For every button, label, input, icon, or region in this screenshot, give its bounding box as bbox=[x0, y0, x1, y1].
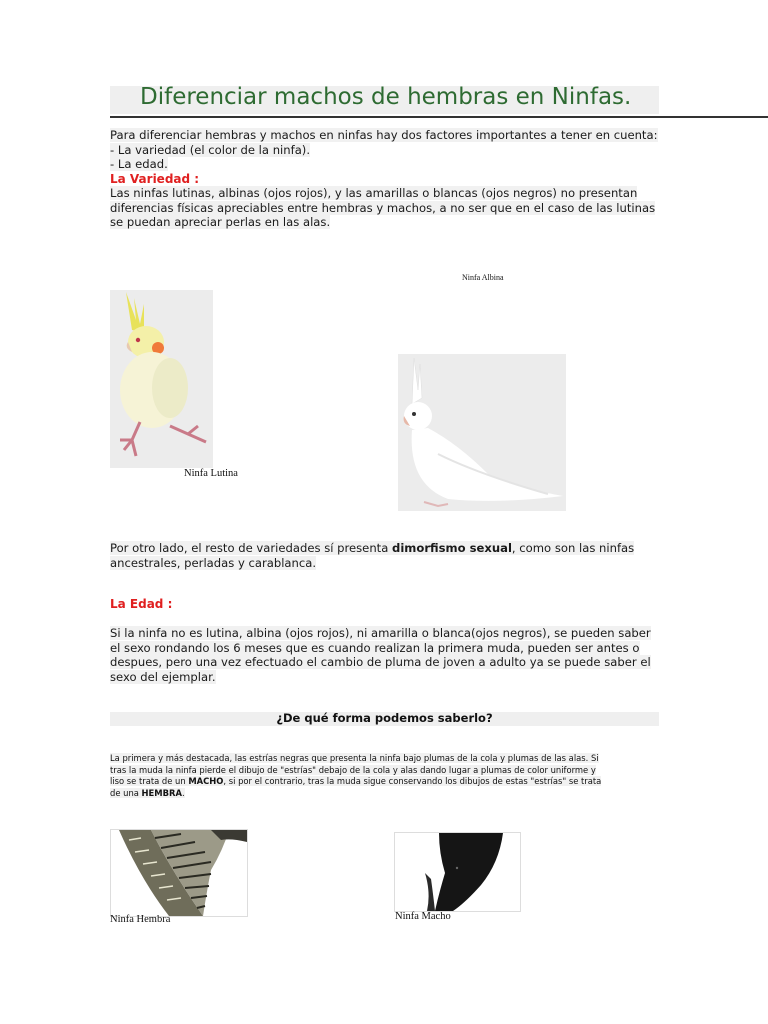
page-title: Diferenciar machos de hembras en Ninfas. bbox=[140, 84, 632, 110]
variedad-line-1: Las ninfas lutinas, albinas (ojos rojos), y las amarillas o blancas (ojos negros) no presentan bbox=[110, 186, 638, 200]
explanation-paragraph bbox=[110, 753, 662, 799]
edad-line-2: el sexo rondando los 6 meses que es cuando realizan la primera muda, pueden ser antes o bbox=[110, 640, 640, 655]
variedad-line-2: diferencias físicas apreciables entre hembras y machos, a no ser que en el caso de las lutinas bbox=[110, 200, 656, 215]
explanation-line-3c: , si por el contrario, tras la muda sigue conservando los dibujos de estas "estrías" se trata bbox=[223, 776, 602, 787]
albina-image bbox=[398, 354, 566, 511]
edad-heading: La Edad : bbox=[110, 597, 173, 611]
question-heading: ¿De qué forma podemos saberlo? bbox=[276, 711, 493, 725]
lutina-caption: Ninfa Lutina bbox=[184, 468, 238, 479]
variedad-heading: La Variedad : bbox=[110, 172, 200, 186]
macho-tail-image bbox=[394, 832, 521, 912]
edad-line-4: sexo del ejemplar. bbox=[110, 669, 216, 684]
intro-line-1: Para diferenciar hembras y machos en ninfas hay dos factores importantes a tener en cuenta: bbox=[110, 128, 658, 142]
macho-caption: Ninfa Macho bbox=[395, 911, 451, 922]
explanation-line-1: La primera y más destacada, las estrías negras que presenta la ninfa bajo plumas de la cola y plumas de las alas. Si bbox=[110, 753, 599, 763]
dimorfismo-bold: dimorfismo sexual bbox=[392, 541, 512, 555]
explanation-line-4c: . bbox=[181, 787, 185, 798]
hembra-striped-feathers-illustration bbox=[111, 830, 247, 916]
hembra-tail-image bbox=[110, 829, 248, 917]
title-underline bbox=[110, 116, 768, 118]
dimorfismo-text-before: Por otro lado, el resto de variedades sí presenta bbox=[110, 541, 393, 555]
hembra-bold: HEMBRA bbox=[141, 787, 182, 798]
explanation-line-4a: de una bbox=[110, 787, 142, 798]
intro-line-3: - La edad. bbox=[110, 157, 168, 172]
variedad-paragraph bbox=[110, 186, 655, 230]
edad-line-1: Si la ninfa no es lutina, albina (ojos rojos), ni amarilla o blanca(ojos negros), se pueden saber bbox=[110, 626, 651, 640]
macho-plain-feathers-illustration bbox=[395, 833, 520, 911]
edad-paragraph bbox=[110, 626, 651, 684]
intro-paragraph bbox=[110, 128, 658, 172]
dimorfismo-paragraph bbox=[110, 541, 634, 570]
intro-line-2: - La variedad (el color de la ninfa). bbox=[110, 142, 311, 157]
explanation-line-2: tras la muda la ninfa pierde el dibujo de "estrías" debajo de la cola y alas dando lugar a plumas de color uniforme y bbox=[110, 764, 596, 775]
variedad-line-3: se puedan apreciar perlas en las alas. bbox=[110, 215, 331, 230]
hembra-caption: Ninfa Hembra bbox=[110, 914, 171, 925]
albina-bird-illustration bbox=[398, 354, 566, 511]
lutina-image bbox=[110, 290, 213, 468]
dimorfismo-text-after: , como son las ninfas bbox=[511, 541, 635, 555]
edad-line-3: despues, pero una vez efectuado el cambio de pluma de joven a adulto ya se puede saber el bbox=[110, 655, 651, 670]
explanation-line-3a: liso se trata de un bbox=[110, 776, 189, 787]
dimorfismo-line-2: ancestrales, perladas y carablanca. bbox=[110, 555, 317, 570]
lutina-bird-illustration bbox=[110, 290, 213, 468]
macho-bold: MACHO bbox=[188, 776, 224, 787]
albina-caption: Ninfa Albina bbox=[462, 273, 504, 282]
